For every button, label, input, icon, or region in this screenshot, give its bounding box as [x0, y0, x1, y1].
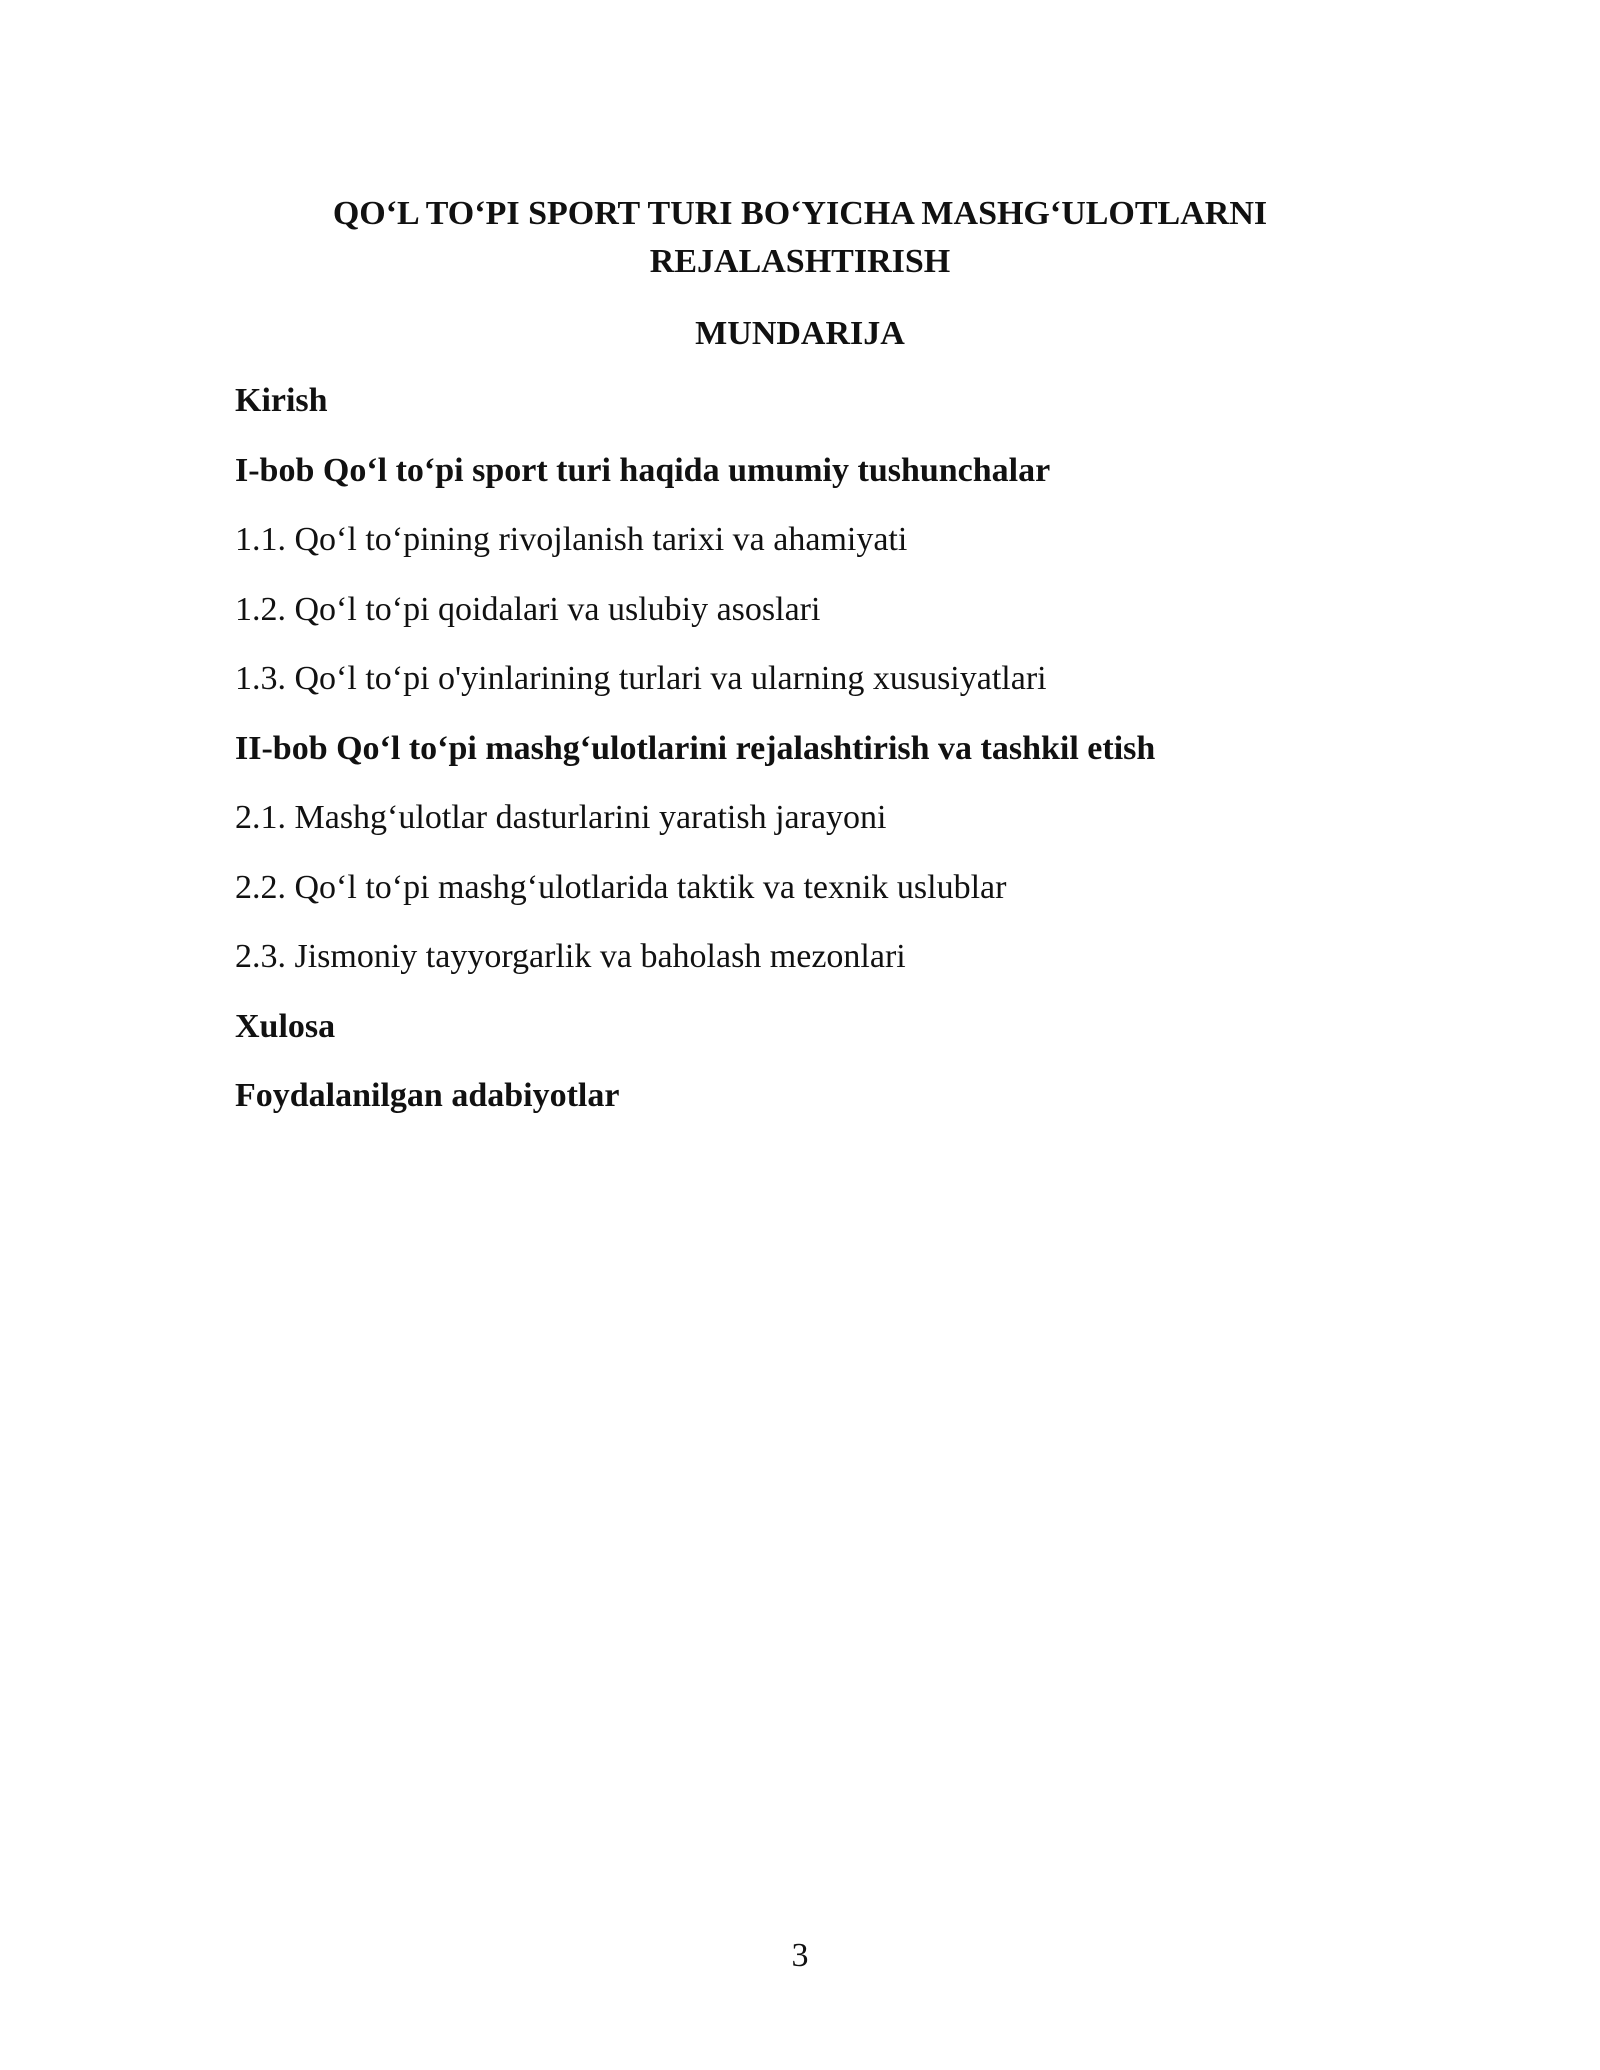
toc-entry-section-2-1: 2.1. Mashg‘ulotlar dasturlarini yaratish jarayoni [235, 799, 887, 836]
toc-entry-kirish: Kirish [235, 382, 328, 419]
toc-entry-section-2-2: 2.2. Qo‘l to‘pi mashg‘ulotlarida taktik va texnik uslublar [235, 868, 1007, 906]
toc-entry-section-2-3: 2.3. Jismoniy tayyorgarlik va baholash mezonlari [235, 938, 906, 975]
document-title-line-2: REJALASHTIRISH [649, 243, 951, 280]
page-number: 3 [791, 1937, 809, 1974]
toc-entry-references: Foydalanilgan adabiyotlar [235, 1077, 620, 1114]
toc-entry-section-1-3: 1.3. Qo‘l to‘pi o'yinlarining turlari va ularning xususiyatlari [235, 660, 1047, 697]
toc-entry-section-1-1: 1.1. Qo‘l to‘pining rivojlanish tarixi va ahamiyati [235, 521, 908, 558]
table-of-contents [235, 381, 1415, 1146]
document-title [200, 190, 1400, 286]
toc-entry-section-1-2: 1.2. Qo‘l to‘pi qoidalari va uslubiy asoslari [235, 590, 821, 628]
toc-entry-xulosa: Xulosa [235, 1007, 336, 1045]
toc-entry-chapter-1: I-bob Qo‘l to‘pi sport turi haqida umumiy tushunchalar [235, 451, 1051, 489]
toc-entry-chapter-2: II-bob Qo‘l to‘pi mashg‘ulotlarini rejalashtirish va tashkil etish [235, 729, 1156, 767]
document-title-line-1: QO‘L TO‘PI SPORT TURI BO‘YICHA MASHG‘ULOTLARNI [332, 195, 1268, 232]
toc-heading: MUNDARIJA [695, 315, 905, 352]
